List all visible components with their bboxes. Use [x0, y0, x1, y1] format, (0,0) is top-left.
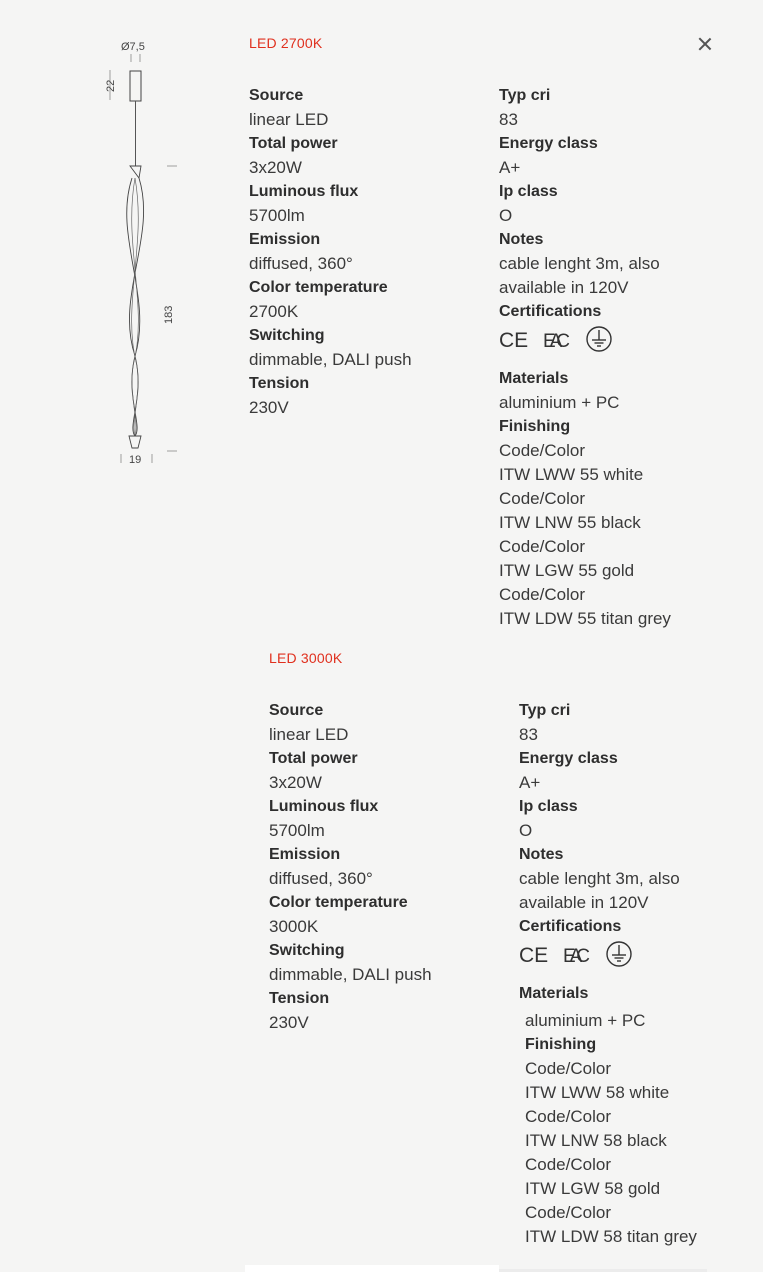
- finishing-item: Code/Color: [499, 537, 585, 556]
- dim-diameter: Ø7,5: [121, 41, 145, 53]
- spec-value: A+: [499, 158, 521, 177]
- svg-text:CE: CE: [519, 944, 549, 966]
- spec-value: dimmable, DALI push: [249, 350, 412, 369]
- spec-value: diffused, 360°: [249, 254, 353, 273]
- panel2-left-specs: [269, 699, 509, 1035]
- finishing-item: Code/Color: [525, 1059, 611, 1078]
- materials-label: Materials: [499, 370, 569, 387]
- spec-value: dimmable, DALI push: [269, 965, 432, 984]
- finishing-item: Code/Color: [525, 1155, 611, 1174]
- notes-value: cable lenght 3m, also available in 120V: [499, 254, 660, 297]
- spec-label: Total power: [249, 135, 338, 152]
- finishing-item: Code/Color: [499, 585, 585, 604]
- close-icon[interactable]: [694, 33, 716, 55]
- materials-value: aluminium + PC: [499, 393, 620, 412]
- finishing-label: Finishing: [499, 418, 571, 435]
- notes-label: Notes: [519, 846, 564, 863]
- dim-bottom-width: 19: [129, 454, 142, 466]
- finishing-item: ITW LWW 55 white: [499, 465, 644, 484]
- finishing-item: ITW LWW 58 white: [525, 1083, 670, 1102]
- panel1-left-specs: [249, 84, 489, 420]
- finishing-item: Code/Color: [525, 1203, 611, 1222]
- spec-label: Energy class: [519, 750, 618, 767]
- spec-value: linear LED: [269, 725, 349, 744]
- certifications-label: Certifications: [499, 303, 602, 320]
- spec-label: Tension: [249, 375, 310, 392]
- spec-label: Luminous flux: [249, 183, 359, 200]
- spec-value: 5700lm: [269, 821, 325, 840]
- notes-value: cable lenght 3m, also available in 120V: [519, 869, 680, 912]
- svg-text:EAC: EAC: [543, 331, 570, 351]
- certifications-label: Certifications: [519, 918, 622, 935]
- dim-top-height: 22: [105, 79, 117, 92]
- spec-value: 230V: [269, 1013, 309, 1032]
- spec-label: Typ cri: [499, 87, 551, 104]
- spec-label: Color temperature: [269, 894, 408, 911]
- finishing-item: Code/Color: [499, 441, 585, 460]
- finishing-item: ITW LGW 58 gold: [525, 1179, 661, 1198]
- finishing-label: Finishing: [525, 1036, 597, 1053]
- spec-value: O: [519, 821, 533, 840]
- spec-label: Source: [249, 87, 304, 104]
- panel2-right-specs: [519, 699, 744, 1249]
- finishing-item: ITW LNW 58 black: [525, 1131, 667, 1150]
- spec-label: Ip class: [499, 183, 558, 200]
- spec-value: 5700lm: [249, 206, 305, 225]
- spec-value: A+: [519, 773, 541, 792]
- finishing-item: ITW LDW 58 titan grey: [525, 1227, 697, 1246]
- spec-label: Luminous flux: [269, 798, 379, 815]
- spec-label: Color temperature: [249, 279, 388, 296]
- spec-value: 83: [499, 110, 518, 129]
- spec-value: 3x20W: [249, 158, 302, 177]
- certifications-icons: [499, 324, 724, 354]
- spec-value: 2700K: [249, 302, 299, 321]
- bottom-tab-bar: [245, 1265, 499, 1272]
- spec-label: Typ cri: [519, 702, 571, 719]
- finishing-item: Code/Color: [499, 489, 585, 508]
- ground-symbol-icon: [605, 940, 633, 968]
- finishing-item: ITW LGW 55 gold: [499, 561, 635, 580]
- spec-label: Emission: [249, 231, 321, 248]
- spec-label: Source: [269, 702, 324, 719]
- ground-symbol-icon: [585, 325, 613, 353]
- spec-value: linear LED: [249, 110, 329, 129]
- spec-label: Tension: [269, 990, 330, 1007]
- materials-value: aluminium + PC: [525, 1011, 646, 1030]
- spec-label: Ip class: [519, 798, 578, 815]
- finishing-item: ITW LDW 55 titan grey: [499, 609, 671, 628]
- spec-value: 230V: [249, 398, 289, 417]
- materials-label: Materials: [519, 985, 589, 1002]
- ce-mark-icon: [519, 942, 549, 966]
- notes-label: Notes: [499, 231, 544, 248]
- panel-title-2700k: LED 2700K: [249, 35, 323, 51]
- spec-label: Emission: [269, 846, 341, 863]
- lamp-technical-drawing: [95, 36, 185, 472]
- eac-mark-icon: [543, 327, 571, 351]
- panel-title-3000k: LED 3000K: [269, 650, 343, 666]
- finishing-item: ITW LNW 55 black: [499, 513, 641, 532]
- finishing-item: Code/Color: [525, 1107, 611, 1126]
- spec-value: 3000K: [269, 917, 319, 936]
- spec-label: Energy class: [499, 135, 598, 152]
- panel1-right-specs: [499, 84, 724, 631]
- spec-value: 83: [519, 725, 538, 744]
- svg-text:EAC: EAC: [563, 946, 590, 966]
- ce-mark-icon: [499, 327, 529, 351]
- dim-length: 183: [163, 305, 175, 324]
- eac-mark-icon: [563, 942, 591, 966]
- spec-value: O: [499, 206, 513, 225]
- svg-text:CE: CE: [499, 329, 529, 351]
- spec-value: 3x20W: [269, 773, 322, 792]
- certifications-icons: [519, 939, 744, 969]
- spec-label: Switching: [269, 942, 345, 959]
- spec-value: diffused, 360°: [269, 869, 373, 888]
- spec-label: Total power: [269, 750, 358, 767]
- spec-label: Switching: [249, 327, 325, 344]
